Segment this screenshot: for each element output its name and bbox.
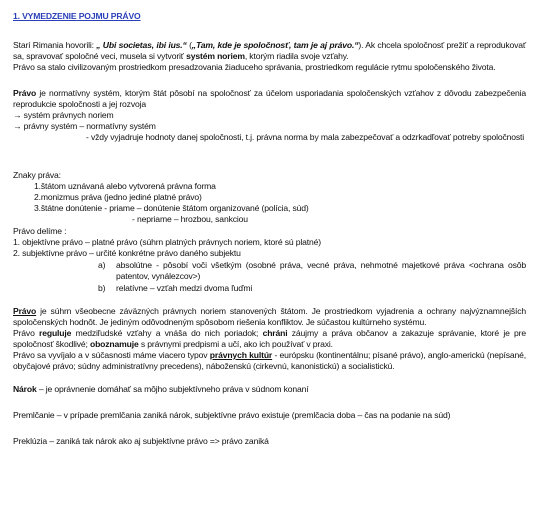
intro-text-b: ( xyxy=(186,40,192,50)
summary-paragraph-2 xyxy=(13,328,526,349)
division-a-label: a) xyxy=(98,260,106,270)
summary-p2-a: Právo xyxy=(13,328,40,338)
definition-subnote: - vždy vyjadruje hodnoty danej spoločnosti, t.j. právna norma by mala zabezpečovať a odzrkadľovať potreby spoločnosti xyxy=(86,132,525,142)
division-item-2: 2. subjektívne právo – určité konkrétne právo daného subjektu xyxy=(13,248,241,258)
intro-bold-term: systém noriem xyxy=(186,50,245,61)
summary-p2-protects: chráni xyxy=(262,328,288,338)
summary-p3-b: - európsku (kontinentálnu; písané právo), anglo-americkú (nepísané, obyčajové právo; súdny administratívny precedens), náboženskú (cirkevnú, kanonistickú) a socialistickú. xyxy=(13,350,526,371)
claim-text: – je oprávnenie domáhať sa môjho subjektívneho práva v súdnom konaní xyxy=(36,384,309,394)
summary-paragraph-1 xyxy=(13,306,526,327)
division-title: Právo delíme : xyxy=(13,226,67,236)
definition-text: je normatívny systém, ktorým štát pôsobí na spoločnosť za účelom usporiadania spoločenských vzťahov z dôvodu zabezpečenia reprodukcie spoločnosti a jej rozvoja xyxy=(13,88,526,109)
intro-text-d: , ktorým riadila svoje vzťahy. xyxy=(244,50,349,61)
intro-text-a: Starí Rimania hovorili: xyxy=(13,40,97,50)
translated-quote: „Tam, kde je spoločnosť, tam je aj právo.“ xyxy=(191,40,359,50)
summary-text-1: je súhrn všeobecne záväzných právnych noriem stanovených štátom. Je prostriedkom vyjadrenia a ochrany najvýznamnejších spoločenských hodnôt. Je jediným odôvodneným spôsobom riešenia konfliktov. Je súčastou kultúrneho systému. xyxy=(13,306,526,327)
signs-item-1: 1.štátom uznávaná alebo vytvorená právna forma xyxy=(34,181,216,191)
intro-text-c: ). Ak chcela spoločnosť prežiť a reprodukovať sa, spravovať spoločné veci, musela si vytvoriť xyxy=(13,40,526,61)
summary-p3-a: Právo sa vyvíjalo a v súčasnosti máme viacero typov xyxy=(13,350,210,360)
signs-title: Znaky práva: xyxy=(13,170,61,180)
claim-term: Nárok xyxy=(13,384,37,394)
summary-p2-informs: oboznamuje xyxy=(89,338,139,349)
definition-term: Právo xyxy=(13,88,37,98)
summary-paragraph-3 xyxy=(13,350,526,371)
summary-p2-c: medziľudské vzťahy a vnáša do nich poriadok; xyxy=(71,328,263,338)
claim-paragraph xyxy=(13,384,308,395)
section-heading: 1. VYMEDZENIE POJMU PRÁVO xyxy=(13,11,141,21)
division-a-text: absolútne - pôsobí voči všetkým (osobné práva, vecné práva, nehmotné majetkové práva <ochrana osôb patentov, vynálezcov>) xyxy=(116,260,526,281)
intro-paragraph xyxy=(13,40,526,61)
summary-p2-d: záujmy a práva občanov a zakazuje správanie, ktoré je pre spoločnosť škodlivé; xyxy=(13,328,527,349)
prescription-paragraph: Premlčanie – v prípade premlčania zaniká nárok, subjektívne právo existuje (premlčacia doba – čas na podanie na súd) xyxy=(13,410,451,420)
legal-cultures-term: právnych kultúr xyxy=(209,350,273,360)
definition-arrow-2: → právny systém – normatívny systém xyxy=(13,121,156,131)
signs-item-2: 2.monizmus práva (jedno jediné platné právo) xyxy=(34,192,202,202)
definition-paragraph xyxy=(13,88,526,109)
summary-p2-e: s právnymi predpismi a učí, ako ich používať v praxi. xyxy=(138,338,333,349)
latin-quote: „ Ubi societas, ibi ius.“ xyxy=(96,40,187,50)
division-item-1: 1. objektívne právo – platné právo (súhrn platných právnych noriem, ktoré sú platné) xyxy=(13,237,321,247)
signs-item-3b: - nepriame – hrozbou, sankciou xyxy=(132,214,248,224)
summary-p2-regulates: reguluje xyxy=(39,328,72,338)
summary-term: Právo xyxy=(13,306,37,316)
division-b-label: b) xyxy=(98,283,106,293)
intro-paragraph-2: Právo sa stalo civilizovaným prostriedkom presadzovania žiaduceho správania, prostriedkom regulácie rytmu spoločenského života. xyxy=(13,62,496,72)
preclusion-paragraph: Preklúzia – zaniká tak nárok ako aj subjektívne právo => právo zaniká xyxy=(13,436,269,446)
definition-arrow-1: → systém právnych noriem xyxy=(13,110,114,120)
division-b-text: relatívne – vzťah medzi dvoma ľuďmi xyxy=(116,283,253,293)
signs-item-3: 3.štátne donútenie - priame – donútenie štátom organizované (polícia, súd) xyxy=(34,203,309,213)
